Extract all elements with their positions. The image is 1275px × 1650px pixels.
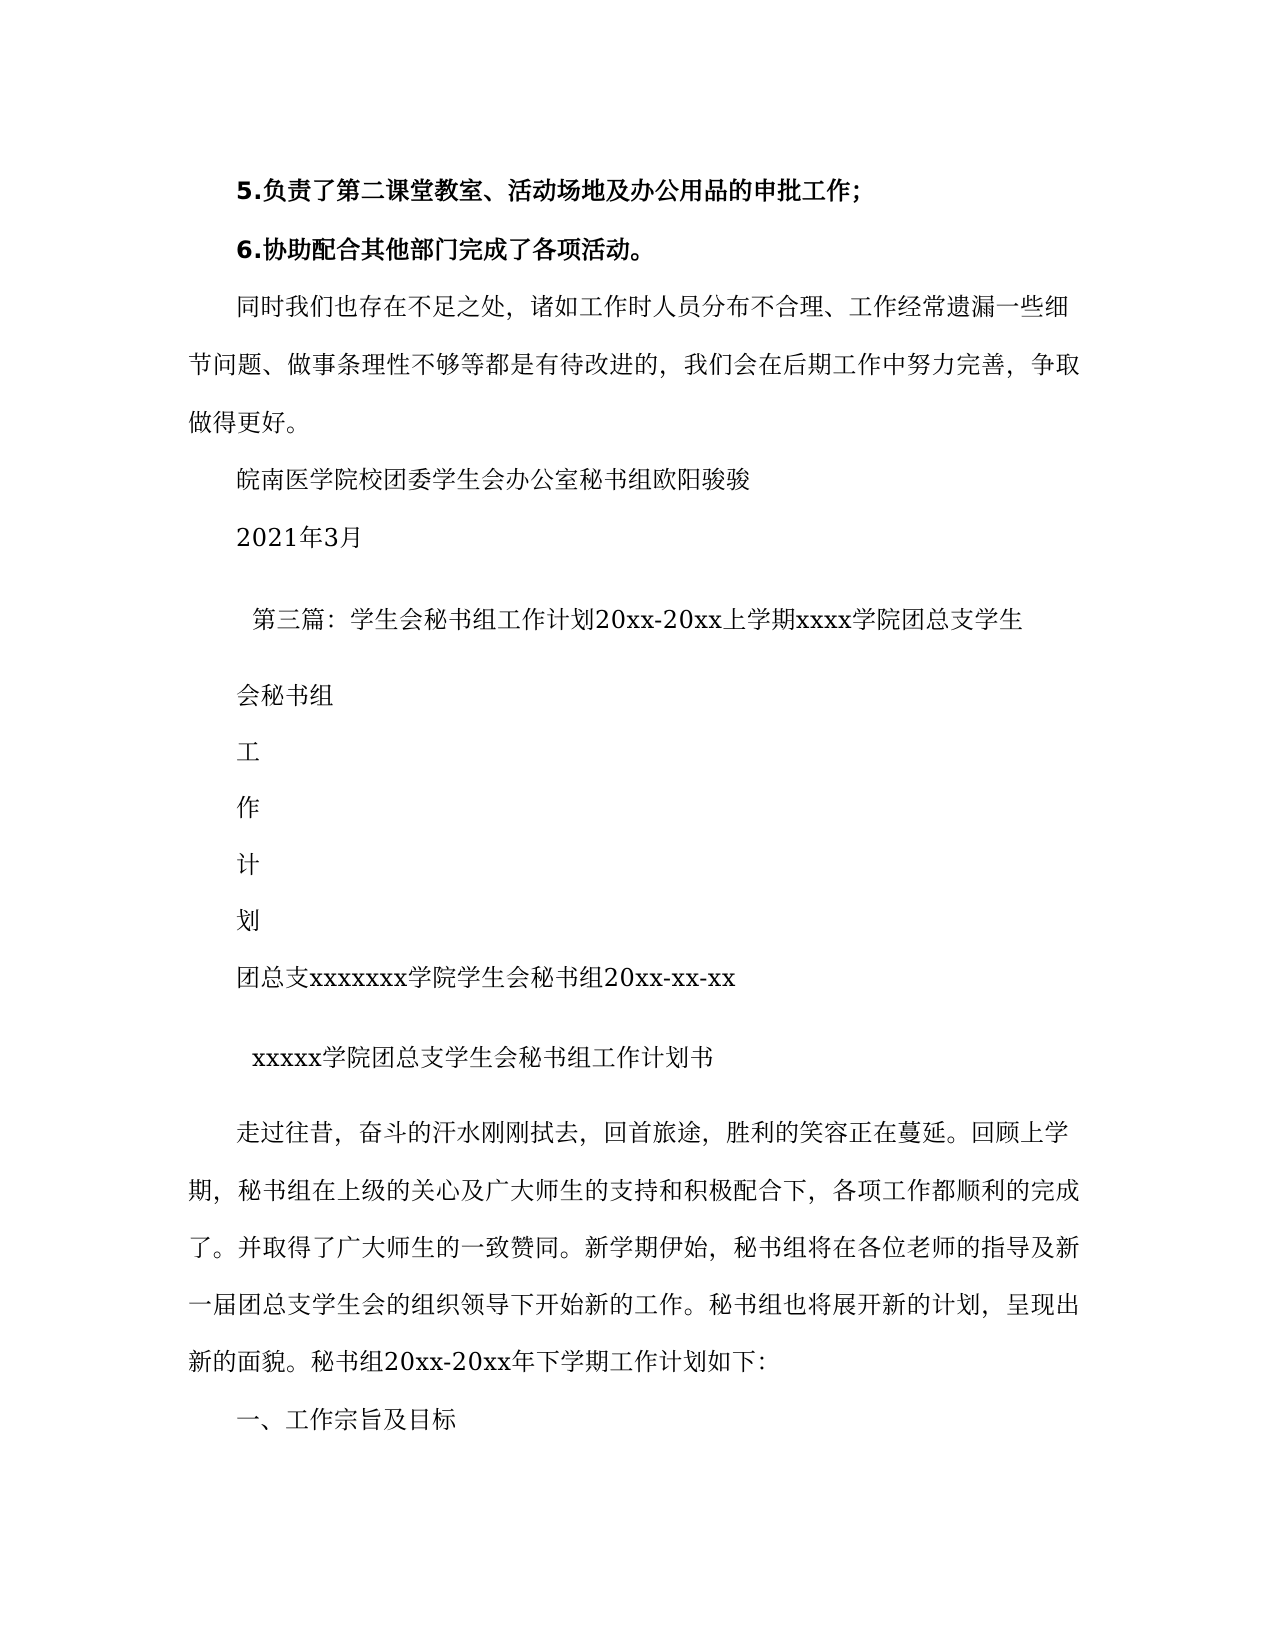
list-item-5: 5.负责了第二课堂教室、活动场地及办公用品的申批工作；	[236, 177, 876, 205]
signature-date: 2021年3月	[236, 524, 364, 552]
vertical-char: 作	[236, 794, 261, 822]
signature-org: 皖南医学院校团委学生会办公室秘书组欧阳骏骏	[236, 466, 751, 494]
paragraph-line: 了。并取得了广大师生的一致赞同。新学期伊始，秘书组将在各位老师的指导及新	[188, 1234, 1080, 1262]
subtitle-line: 团总支xxxxxxx学院学生会秘书组20xx-xx-xx	[236, 964, 736, 992]
paragraph-line: 做得更好。	[188, 409, 311, 437]
section-heading-continued: 会秘书组	[236, 682, 334, 710]
vertical-char: 工	[236, 738, 261, 766]
paragraph-line: 走过往昔，奋斗的汗水刚刚拭去，回首旅途，胜利的笑容正在蔓延。回顾上学	[236, 1119, 1069, 1147]
vertical-char: 计	[236, 851, 261, 879]
paragraph-line: 期，秘书组在上级的关心及广大师生的支持和积极配合下，各项工作都顺利的完成	[188, 1177, 1080, 1205]
paragraph-line: 同时我们也存在不足之处，诸如工作时人员分布不合理、工作经常遗漏一些细	[236, 293, 1069, 321]
paragraph-line: 新的面貌。秘书组20xx-20xx年下学期工作计划如下：	[188, 1348, 781, 1376]
vertical-char: 划	[236, 907, 261, 935]
paragraph-line: 一届团总支学生会的组织领导下开始新的工作。秘书组也将展开新的计划，呈现出	[188, 1291, 1080, 1319]
paragraph-line: 节问题、做事条理性不够等都是有待改进的，我们会在后期工作中努力完善，争取	[188, 351, 1080, 379]
list-item-6: 6.协助配合其他部门完成了各项活动。	[236, 236, 655, 264]
section-one-heading: 一、工作宗旨及目标	[236, 1406, 457, 1434]
section-heading: 第三篇：学生会秘书组工作计划20xx-20xx上学期xxxx学院团总支学生	[252, 606, 1024, 634]
document-title: xxxxx学院团总支学生会秘书组工作计划书	[252, 1044, 715, 1072]
